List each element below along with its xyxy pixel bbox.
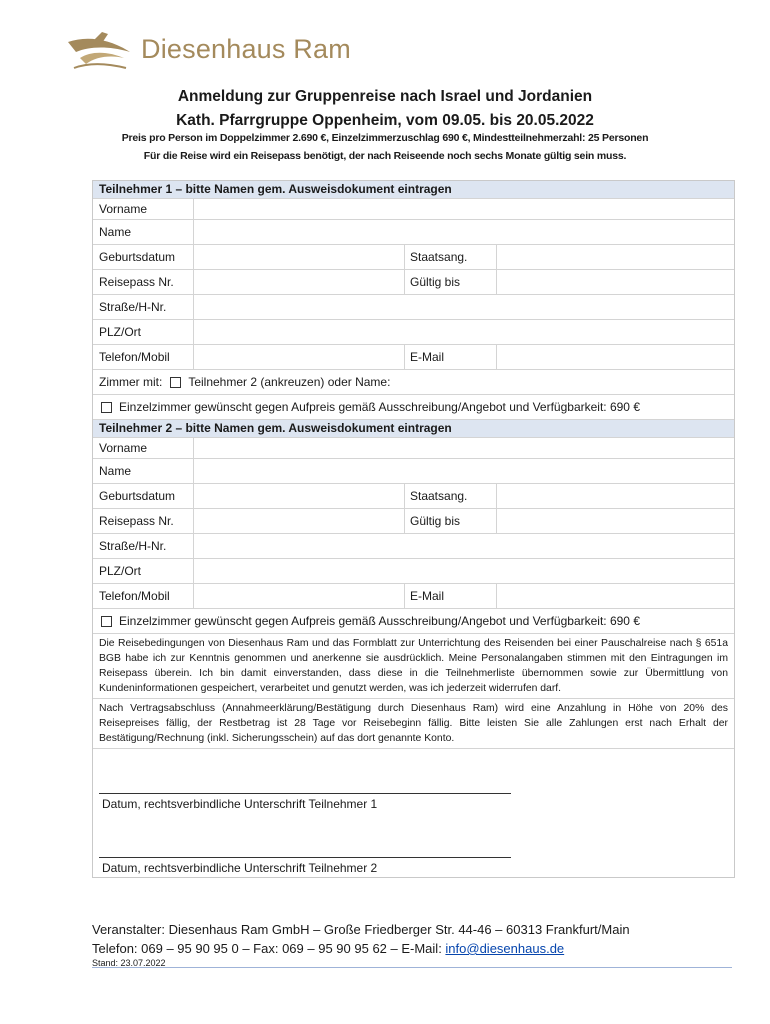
p2-reisepass-label: Reisepass Nr. [99,514,174,528]
p2-email-field[interactable] [496,584,734,608]
footer-stand: Stand: 23.07.2022 [92,958,166,968]
p2-name-row [93,459,734,484]
footer-contact [92,941,564,956]
p2-staatsang-label: Staatsang. [410,489,468,503]
p1-email-label: E-Mail [410,350,445,364]
zimmer-option-label: Teilnehmer 2 (ankreuzen) oder Name: [188,375,391,389]
terms-paragraph-1: Die Reisebedingungen von Diesenhaus Ram und das Formblatt zur Unterrichtung des Reisenden bei einer Pauschalreise nach § 651a BGB habe ich zur Kenntnis genommen und anerkenne sie ausdrücklich. Meine Personalangaben stimmen mit den Eintragungen im Reisepass überein. Ich bin damit einverstanden, dass diese in die Teilnehmerliste übernommen sowie zur Übermittlung von Kundeninformationen gespeichert, verarbeitet und genutzt werden, was ich jederzeit widerrufen darf. [93,634,734,699]
zimmer-mit-label: Zimmer mit: [99,375,163,389]
p2-name-field[interactable] [193,459,734,483]
brand-name: Diesenhaus Ram [141,34,351,64]
signature-line-1[interactable] [99,793,511,794]
brand-logo [66,28,366,78]
p1-name-field[interactable] [193,220,734,244]
p2-vorname-row [93,438,734,459]
participant1-header: Teilnehmer 1 – bitte Namen gem. Ausweisdokument eintragen [93,181,734,199]
p1-reisepass-field[interactable] [193,270,404,294]
footer-divider [92,967,732,968]
p1-plz-field[interactable] [193,320,734,344]
p1-vorname-row [93,199,734,220]
p2-name-label: Name [99,464,132,478]
p1-geburtsdatum-row [93,245,734,270]
p1-einzelzimmer-checkbox[interactable] [101,402,112,413]
p2-gueltig-label: Gültig bis [410,514,461,528]
p1-telefon-row [93,345,734,370]
p1-staatsang-label: Staatsang. [410,250,468,264]
p2-einzelzimmer-row [93,609,734,634]
terms-paragraph-2: Nach Vertragsabschluss (Annahmeerklärung/Bestätigung durch Diesenhaus Ram) wird eine Anzahlung in Höhe von 20% des Reisepreises fällig, der Restbetrag ist 28 Tage vor Reisebeginn fällig. Bitte leisten Sie alle Zahlungen erst nach Erhalt der Bestätigung/Rechnung (inkl. Sicherungsschein) auf das dort genannte Konto. [93,699,734,749]
p2-telefon-field[interactable] [193,584,404,608]
p2-plz-row [93,559,734,584]
p1-vorname-label: Vorname [99,202,148,216]
p2-email-label: E-Mail [410,589,445,603]
registration-form [92,180,735,878]
signature-label-1: Datum, rechtsverbindliche Unterschrift Teilnehmer 1 [102,797,378,811]
p1-zimmer-row [93,370,734,395]
p2-strasse-row [93,534,734,559]
p1-name-label: Name [99,225,132,239]
p1-strasse-label: Straße/H-Nr. [99,300,167,314]
p2-strasse-label: Straße/H-Nr. [99,539,167,553]
page-subtitle: Kath. Pfarrgruppe Oppenheim, vom 09.05. bis 20.05.2022 [176,112,594,129]
p1-einzelzimmer-label: Einzelzimmer gewünscht gegen Aufpreis gemäß Ausschreibung/Angebot und Verfügbarkeit: 690 € [119,400,640,414]
p2-einzelzimmer-checkbox[interactable] [101,616,112,627]
p1-geburtsdatum-label: Geburtsdatum [99,250,176,264]
p1-plz-row [93,320,734,345]
signature-area [93,749,734,877]
p1-reisepass-row [93,270,734,295]
p1-einzelzimmer-row [93,395,734,420]
plane-logo-icon [66,28,136,76]
p2-telefon-row [93,584,734,609]
p1-telefon-field[interactable] [193,345,404,369]
participant2-header: Teilnehmer 2 – bitte Namen gem. Ausweisdokument eintragen [93,420,734,438]
p1-strasse-field[interactable] [193,295,734,319]
footer-phone-fax: Telefon: 069 – 95 90 95 0 – Fax: 069 – 95 90 95 62 – E-Mail: [92,941,446,956]
p2-plz-field[interactable] [193,559,734,583]
p2-reisepass-field[interactable] [193,509,404,533]
passport-info: Für die Reise wird ein Reisepass benötigt, der nach Reiseende noch sechs Monate gültig sein muss. [143,150,627,162]
p2-geburtsdatum-row [93,484,734,509]
p2-telefon-label: Telefon/Mobil [99,589,170,603]
p1-reisepass-label: Reisepass Nr. [99,275,174,289]
p1-plz-label: PLZ/Ort [99,325,142,339]
footer-organizer: Veranstalter: Diesenhaus Ram GmbH – Große Friedberger Str. 44-46 – 60313 Frankfurt/Main [92,922,630,937]
p1-strasse-row [93,295,734,320]
p1-email-field[interactable] [496,345,734,369]
page-title: Anmeldung zur Gruppenreise nach Israel und Jordanien [177,88,593,105]
p1-name-row [93,220,734,245]
p1-geburtsdatum-field[interactable] [193,245,404,269]
p2-strasse-field[interactable] [193,534,734,558]
p2-einzelzimmer-label: Einzelzimmer gewünscht gegen Aufpreis gemäß Ausschreibung/Angebot und Verfügbarkeit: 690 € [119,614,640,628]
p1-gueltig-label: Gültig bis [410,275,461,289]
p2-vorname-label: Vorname [99,441,148,455]
p2-vorname-field[interactable] [193,438,734,458]
p2-geburtsdatum-label: Geburtsdatum [99,489,176,503]
p2-gueltig-field[interactable] [496,509,734,533]
p2-staatsang-field[interactable] [496,484,734,508]
footer-email-link[interactable]: info@diesenhaus.de [445,941,565,956]
price-info: Preis pro Person im Doppelzimmer 2.690 €, Einzelzimmerzuschlag 690 €, Mindestteilnehmerzahl: 25 Personen [121,132,649,144]
p1-telefon-label: Telefon/Mobil [99,350,170,364]
p2-plz-label: PLZ/Ort [99,564,142,578]
signature-line-2[interactable] [99,857,511,858]
p1-vorname-field[interactable] [193,199,734,219]
p1-staatsang-field[interactable] [496,245,734,269]
p2-reisepass-row [93,509,734,534]
p1-gueltig-field[interactable] [496,270,734,294]
p2-geburtsdatum-field[interactable] [193,484,404,508]
signature-label-2: Datum, rechtsverbindliche Unterschrift Teilnehmer 2 [102,861,378,875]
zimmer-mit-checkbox[interactable] [170,377,181,388]
